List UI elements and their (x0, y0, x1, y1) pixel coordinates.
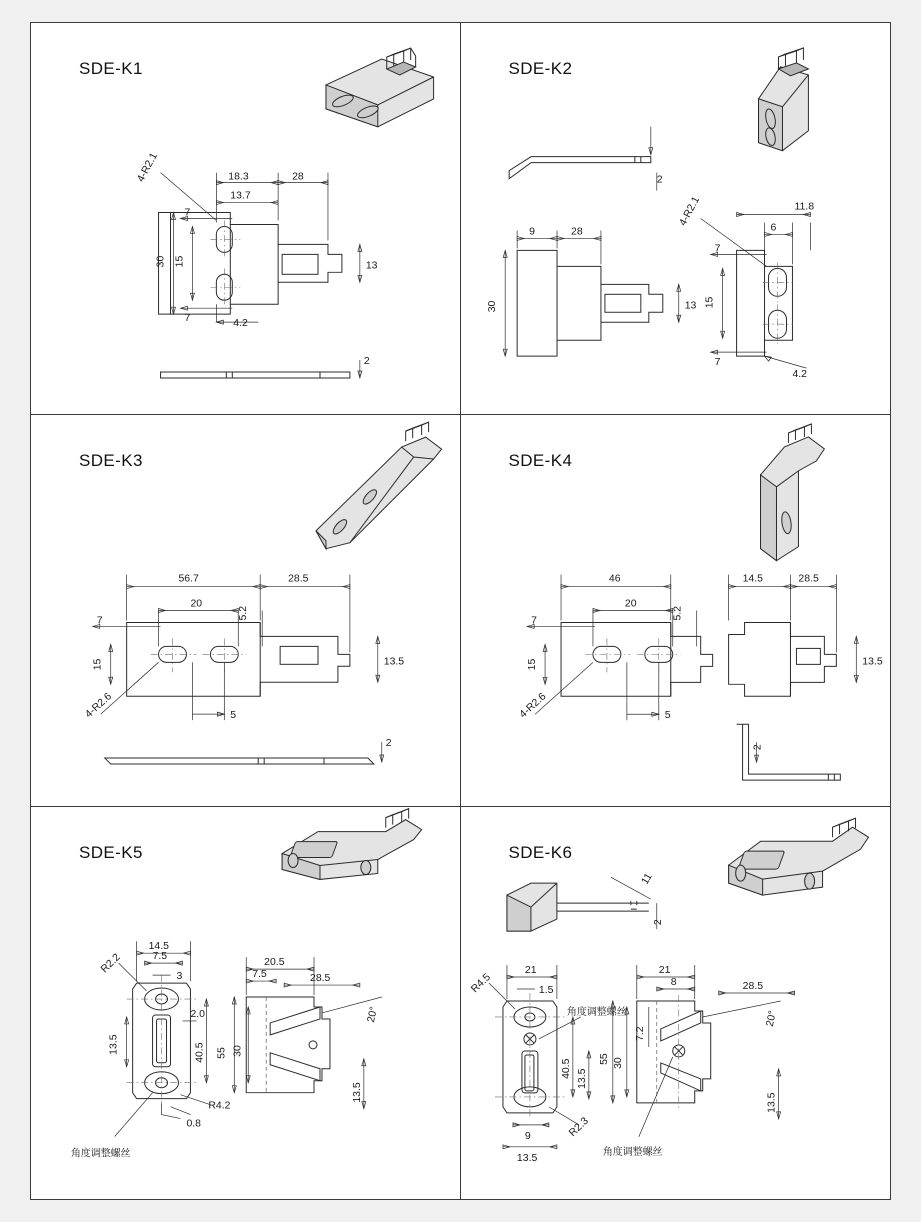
svg-text:R2.3: R2.3 (566, 1115, 591, 1140)
svg-text:28.5: 28.5 (310, 973, 331, 985)
svg-text:28: 28 (292, 171, 304, 183)
svg-text:13.7: 13.7 (230, 190, 251, 202)
panel-sde-k5 (31, 807, 461, 1199)
plan-view (159, 213, 342, 315)
svg-text:13.5: 13.5 (383, 656, 405, 668)
plan-view (83, 574, 404, 764)
svg-text:55: 55 (216, 1047, 228, 1059)
svg-text:R2.2: R2.2 (99, 952, 123, 976)
svg-text:6: 6 (770, 222, 776, 234)
svg-text:7.5: 7.5 (152, 951, 168, 963)
svg-text:14.5: 14.5 (742, 573, 763, 585)
svg-text:2: 2 (652, 919, 664, 926)
iso-view (760, 424, 824, 561)
svg-text:20°: 20° (764, 1009, 779, 1028)
side-view-right (598, 965, 794, 1158)
plan-view-right (677, 195, 814, 380)
plan-view-left (517, 574, 712, 722)
panel-sde-k1 (31, 23, 461, 415)
panel-sde-k4 (461, 415, 891, 807)
dimensions (136, 151, 378, 378)
panel-sde-k3 (31, 415, 461, 807)
svg-text:7.5: 7.5 (252, 969, 267, 981)
svg-text:28.5: 28.5 (288, 573, 309, 585)
panel-title: SDE-K6 (508, 843, 573, 862)
svg-text:30: 30 (612, 1057, 624, 1069)
svg-text:13: 13 (365, 260, 378, 272)
svg-text:7.2: 7.2 (634, 1026, 646, 1041)
svg-text:4-R2.1: 4-R2.1 (135, 151, 160, 185)
svg-text:40.5: 40.5 (560, 1058, 572, 1079)
svg-text:20: 20 (190, 598, 203, 610)
svg-text:0.8: 0.8 (186, 1118, 202, 1130)
drawing-sheet (30, 22, 891, 1200)
note-label: 角度调整螺丝 (602, 1146, 663, 1158)
svg-text:21: 21 (524, 965, 537, 977)
iso-view (758, 48, 808, 151)
svg-text:3: 3 (176, 971, 183, 983)
panel-sde-k2 (461, 23, 891, 415)
svg-text:15: 15 (526, 658, 538, 671)
panel-drawing-sde-k2 (461, 23, 891, 414)
svg-text:13.5: 13.5 (861, 656, 883, 668)
svg-text:7: 7 (184, 313, 191, 325)
svg-text:30: 30 (486, 300, 498, 313)
svg-text:13.5: 13.5 (351, 1082, 363, 1103)
svg-text:13: 13 (684, 300, 696, 312)
front-view-left (71, 941, 231, 1159)
plan-view-left (487, 226, 696, 356)
svg-text:4-R2.1: 4-R2.1 (677, 194, 702, 228)
panel-grid (31, 23, 890, 1199)
panel-title: SDE-K2 (508, 59, 573, 78)
panel-title: SDE-K3 (79, 451, 143, 470)
bent-profile (509, 127, 663, 191)
svg-text:4-R2.6: 4-R2.6 (517, 691, 548, 721)
svg-text:13.5: 13.5 (516, 1152, 537, 1164)
svg-text:18.3: 18.3 (228, 171, 249, 183)
svg-text:R4.5: R4.5 (468, 971, 493, 996)
svg-text:28.5: 28.5 (742, 981, 763, 993)
svg-text:40.5: 40.5 (194, 1042, 206, 1063)
svg-text:4-R2.6: 4-R2.6 (83, 691, 115, 721)
svg-text:30: 30 (155, 255, 167, 268)
iso-view (326, 48, 434, 127)
svg-text:30: 30 (232, 1045, 244, 1057)
iso-view (316, 422, 442, 549)
svg-text:2: 2 (656, 174, 663, 186)
panel-drawing-sde-k6 (461, 807, 891, 1199)
svg-text:2: 2 (752, 744, 764, 751)
iso-view (728, 818, 868, 895)
svg-text:5.2: 5.2 (238, 605, 250, 621)
note-label: 角度调整螺丝 (566, 1006, 627, 1018)
panel-sde-k6 (461, 807, 891, 1199)
svg-text:1.5: 1.5 (538, 985, 553, 997)
svg-text:5: 5 (664, 710, 671, 722)
panel-drawing-sde-k4 (461, 415, 891, 806)
svg-text:13.5: 13.5 (108, 1034, 120, 1055)
side-view-right (216, 957, 381, 1108)
svg-text:21: 21 (658, 965, 670, 977)
svg-text:15: 15 (704, 296, 716, 309)
svg-text:15: 15 (92, 658, 104, 671)
svg-text:2.0: 2.0 (190, 1008, 205, 1020)
svg-text:15: 15 (174, 255, 186, 268)
svg-text:5: 5 (230, 710, 237, 722)
panel-title: SDE-K5 (79, 843, 143, 862)
svg-text:9: 9 (528, 226, 535, 238)
svg-text:20°: 20° (365, 1005, 381, 1024)
svg-text:7: 7 (530, 615, 537, 627)
svg-text:11: 11 (639, 871, 655, 887)
svg-text:9: 9 (524, 1130, 531, 1142)
panel-drawing-sde-k1 (31, 23, 460, 414)
svg-text:46: 46 (608, 573, 621, 585)
plan-view-right (728, 574, 882, 780)
svg-text:28.5: 28.5 (797, 573, 819, 585)
svg-text:11.8: 11.8 (793, 201, 814, 213)
svg-text:56.7: 56.7 (178, 573, 199, 585)
svg-text:20: 20 (624, 598, 637, 610)
svg-text:8: 8 (670, 977, 677, 989)
svg-text:7: 7 (184, 207, 191, 219)
svg-text:2: 2 (385, 738, 392, 750)
svg-text:4.2: 4.2 (233, 318, 248, 330)
svg-text:5.2: 5.2 (672, 605, 684, 621)
svg-text:4.2: 4.2 (791, 369, 807, 381)
svg-text:14.5: 14.5 (148, 941, 169, 953)
svg-text:R4.2: R4.2 (208, 1100, 231, 1112)
svg-text:7: 7 (714, 357, 720, 369)
svg-text:20.5: 20.5 (264, 957, 285, 969)
svg-text:13.5: 13.5 (576, 1068, 588, 1089)
note-label: 角度调整螺丝 (70, 1148, 131, 1160)
svg-text:2: 2 (363, 355, 370, 367)
svg-text:13.5: 13.5 (766, 1092, 778, 1113)
svg-text:7: 7 (96, 615, 103, 627)
svg-text:55: 55 (598, 1053, 610, 1065)
iso-view (282, 809, 422, 880)
panel-title: SDE-K4 (508, 451, 573, 470)
svg-text:7: 7 (714, 243, 720, 255)
panel-drawing-sde-k3 (31, 415, 460, 806)
panel-title: SDE-K1 (79, 59, 143, 78)
connector-view (506, 872, 663, 932)
svg-text:28: 28 (570, 226, 583, 238)
panel-drawing-sde-k5 (31, 807, 460, 1199)
